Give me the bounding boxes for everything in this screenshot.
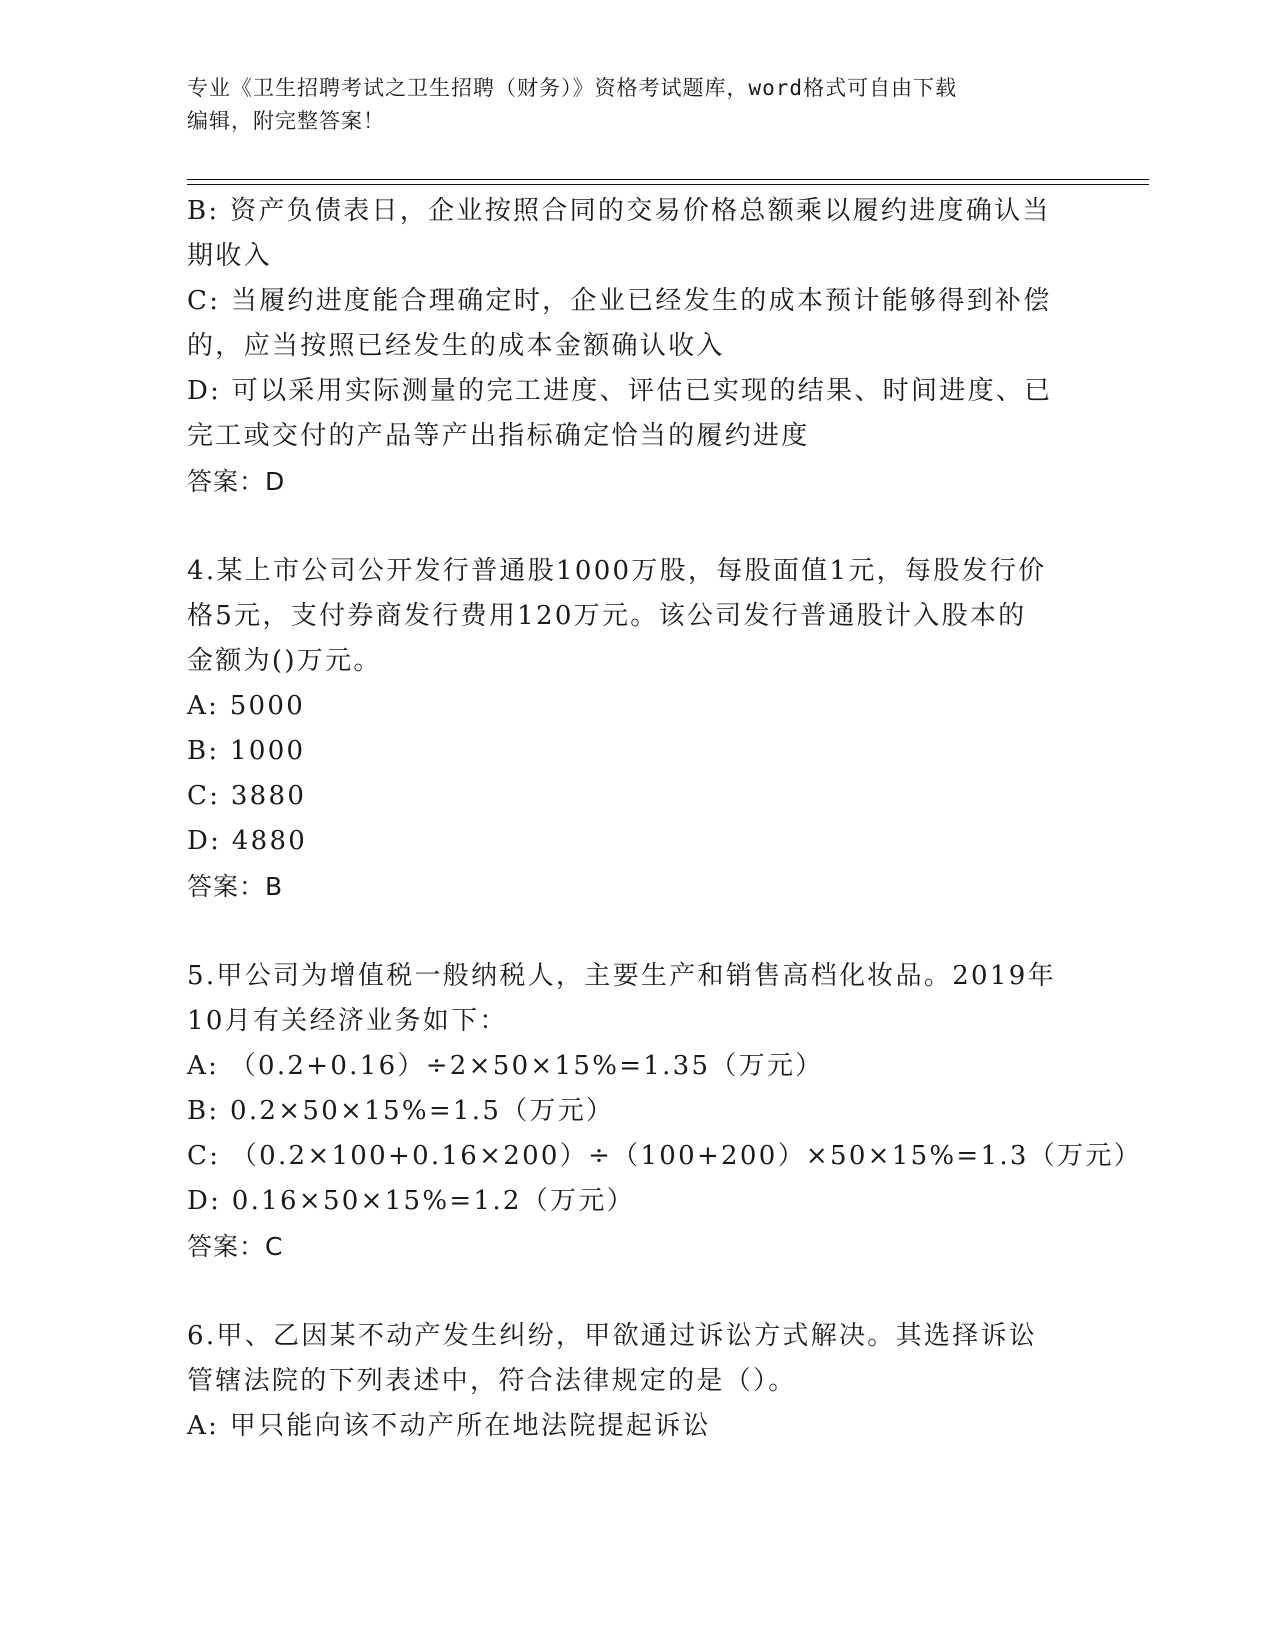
- q5-option-b: B: 0.2×50×15%=1.5（万元）: [187, 1096, 615, 1126]
- q3-option-b-line-1: B: 资产负债表日，企业按照合同的交易价格总额乘以履约进度确认当: [187, 196, 1051, 226]
- q4-option-a: A: 5000: [187, 691, 306, 721]
- q6-option-a: A: 甲只能向该不动产所在地法院提起诉讼: [187, 1411, 711, 1441]
- q5-answer: 答案：C: [187, 1232, 284, 1261]
- question-6: [187, 1314, 1087, 1449]
- q4-option-b: B: 1000: [187, 736, 306, 766]
- q3-option-d-line-1: D: 可以采用实际测量的完工进度、评估已实现的结果、时间进度、已: [187, 376, 1053, 406]
- q5-stem-line-2: 10月有关经济业务如下：: [187, 1006, 508, 1036]
- question-4: [187, 549, 1087, 909]
- q3-option-c-line-1: C: 当履约进度能合理确定时，企业已经发生的成本预计能够得到补偿: [187, 286, 1052, 316]
- q4-stem-line-2: 格5元，支付券商发行费用120万元。该公司发行普通股计入股本的: [187, 601, 1027, 631]
- q6-stem-line-2: 管辖法院的下列表述中，符合法律规定的是（）。: [187, 1366, 797, 1396]
- q4-stem-line-1: 4.某上市公司公开发行普通股1000万股，每股面值1元，每股发行价: [187, 556, 1047, 586]
- question-spacer: [187, 909, 1087, 954]
- q3-option-b-line-2: 期收入: [187, 241, 272, 271]
- question-5: [187, 954, 1142, 1269]
- q6-stem-line-1: 6.甲、乙因某不动产发生纠纷，甲欲通过诉讼方式解决。其选择诉讼: [187, 1321, 1038, 1351]
- header-line-2: 编辑，附完整答案！: [187, 109, 385, 133]
- q4-option-c: C: 3880: [187, 781, 307, 811]
- question-3-continued: [187, 189, 1087, 504]
- header-divider-top: [187, 179, 1149, 180]
- q4-stem-line-3: 金额为()万元。: [187, 646, 382, 676]
- q5-option-d: D: 0.16×50×15%=1.2（万元）: [187, 1186, 635, 1216]
- question-spacer: [187, 504, 1087, 549]
- header-divider-bottom: [187, 184, 1149, 185]
- q5-stem-line-1: 5.甲公司为增值税一般纳税人，主要生产和销售高档化妆品。2019年: [187, 961, 1056, 991]
- document-header: [187, 72, 1067, 138]
- q4-answer: 答案：B: [187, 872, 284, 901]
- question-spacer: [187, 1269, 1087, 1314]
- q5-option-a: A: （0.2+0.16）÷2×50×15%=1.35（万元）: [187, 1051, 824, 1081]
- q3-option-c-line-2: 的，应当按照已经发生的成本金额确认收入: [187, 331, 725, 361]
- q3-answer: 答案：D: [187, 467, 286, 496]
- q4-option-d: D: 4880: [187, 826, 308, 856]
- q3-option-d-line-2: 完工或交付的产品等产出指标确定恰当的履约进度: [187, 421, 810, 451]
- q5-option-c: C: （0.2×100+0.16×200）÷（100+200）×50×15%=1.3（万元）: [187, 1141, 1142, 1171]
- header-line-1: 专业《卫生招聘考试之卫生招聘（财务）》资格考试题库，word格式可自由下载: [187, 76, 958, 100]
- question-content: [187, 189, 1142, 1449]
